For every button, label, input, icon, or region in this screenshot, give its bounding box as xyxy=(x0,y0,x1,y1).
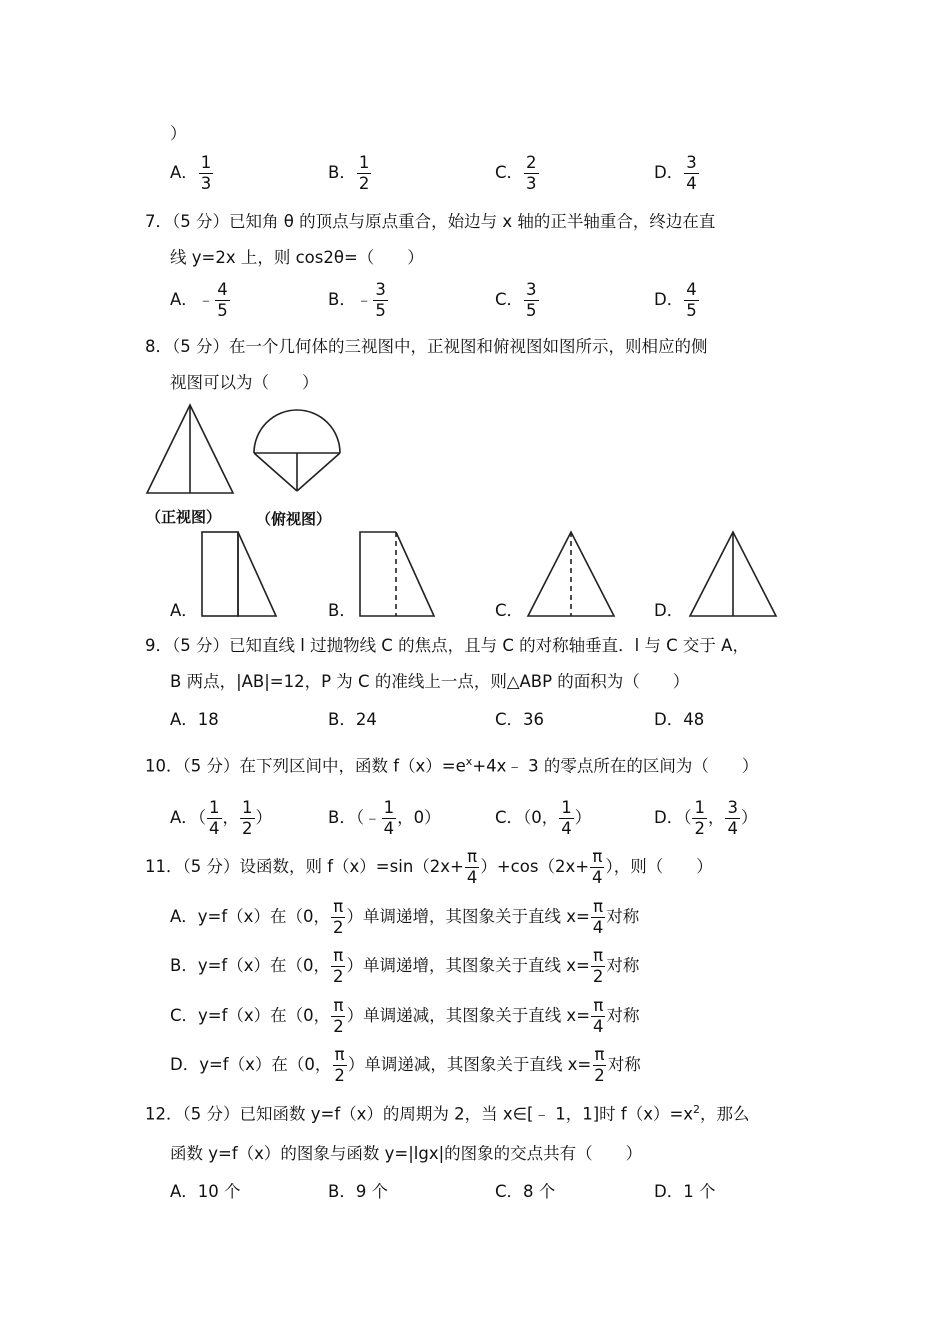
fraction: $\frac{\pi}{4}$ xyxy=(592,847,603,887)
fraction: $\frac{1}{2}$ xyxy=(694,798,705,838)
q11-option-a[interactable]: A．y=f（x）在（0， $\frac{\pi}{2}$ ）单调递增，其图象关于直线 x= $\frac{\pi}{4}$ 对称 xyxy=(170,897,640,937)
q9-option-d[interactable]: D．48 xyxy=(654,710,705,729)
fraction: $\frac{\pi}{2}$ xyxy=(594,1045,605,1085)
q8-figure-a xyxy=(202,532,276,616)
fraction: $\frac{\pi}{2}$ xyxy=(334,1045,345,1085)
q10-stem: 10．（5 分）在下列区间中，函数 $f(x)=e^x+4x﹣$ 3 的零点所在的区间为（ ） xyxy=(145,755,759,776)
fraction: $\frac{4}{5}$ xyxy=(686,280,697,320)
q8-figure-d xyxy=(690,532,776,616)
q12-option-d[interactable]: D．1 个 xyxy=(654,1182,716,1201)
fraction: $\frac{2}{3}$ xyxy=(526,153,537,193)
q9-option-a[interactable]: A．18 xyxy=(170,710,219,729)
fraction: $\frac{\pi}{4}$ xyxy=(592,897,604,937)
fraction: $\frac{\pi}{4}$ xyxy=(593,996,604,1036)
fraction: $\frac{4}{5}$ xyxy=(217,280,228,320)
q7-option-a[interactable]: A．﹣ $\frac{4}{5}$ xyxy=(170,280,228,320)
q8-stem-line1: 8．（5 分）在一个几何体的三视图中，正视图和俯视图如图所示，则相应的侧 xyxy=(145,337,708,356)
q6-option-c[interactable]: C． $\frac{2}{3}$ xyxy=(495,153,537,193)
q8-figure-c xyxy=(528,532,614,616)
q6-option-b[interactable]: B． $\frac{1}{2}$ xyxy=(328,153,370,193)
fraction: $\frac{\pi}{2}$ xyxy=(333,996,344,1036)
q8-stem-line2: 视图可以为（ ） xyxy=(170,373,319,392)
q6-option-d[interactable]: D． $\frac{3}{4}$ xyxy=(654,153,697,193)
front-view-caption: （正视图） xyxy=(146,508,222,526)
fraction: $\frac{1}{4}$ xyxy=(209,798,220,838)
fraction: $\frac{1}{2}$ xyxy=(358,153,370,193)
q11-option-c[interactable]: C．y=f（x）在（0， $\frac{\pi}{2}$ ）单调递减，其图象关于直线 x= $\frac{\pi}{4}$ 对称 xyxy=(170,996,640,1036)
top-view-caption: （俯视图） xyxy=(256,510,332,528)
front-view-figure xyxy=(147,405,233,493)
fraction: $\frac{\pi}{2}$ xyxy=(332,897,344,937)
q9-stem-line2: B 两点，|AB|=12，P 为 C 的准线上一点，则△ABP 的面积为（ ） xyxy=(170,672,690,691)
q11-option-b[interactable]: B．y=f（x）在（0， $\frac{\pi}{2}$ ）单调递增，其图象关于直线 x= $\frac{\pi}{2}$ 对称 xyxy=(170,946,640,986)
q10-option-b[interactable]: B．（﹣ $\frac{1}{4}$ ，0） xyxy=(328,798,441,838)
q8-option-d[interactable]: D． xyxy=(654,601,684,620)
q8-option-a[interactable]: A． xyxy=(170,601,198,620)
fraction: $\frac{3}{5}$ xyxy=(526,280,537,320)
fraction: $\frac{\pi}{2}$ xyxy=(592,946,604,986)
q9-stem-line1: 9．（5 分）已知直线 l 过抛物线 C 的焦点，且与 C 的对称轴垂直．l 与 C 交于 A， xyxy=(145,636,749,655)
q9-option-b[interactable]: B．24 xyxy=(328,710,377,729)
q12-option-a[interactable]: A．10 个 xyxy=(170,1182,241,1201)
q10-option-d[interactable]: D．（ $\frac{1}{2}$ ， $\frac{3}{4}$ ） xyxy=(654,798,758,838)
q11-option-d[interactable]: D．y=f（x）在（0， $\frac{\pi}{2}$ ）单调递减，其图象关于直线 x= $\frac{\pi}{2}$ 对称 xyxy=(170,1045,641,1085)
q9-option-c[interactable]: C．36 xyxy=(495,710,545,729)
q8-figure-b xyxy=(360,532,434,616)
fraction: $\frac{3}{5}$ xyxy=(375,280,386,320)
q8-option-c[interactable]: C． xyxy=(495,601,524,620)
fraction: $\frac{1}{3}$ xyxy=(200,153,212,193)
q8-option-b[interactable]: B． xyxy=(328,601,356,620)
fraction: $\frac{3}{4}$ xyxy=(686,153,697,193)
q6-tail: ） xyxy=(170,124,187,143)
q12-stem-line2: 函数 y=f（x）的图象与函数 y=|lgx|的图象的交点共有（ ） xyxy=(170,1144,643,1163)
q11-stem: 11．（5 分）设函数，则 f（x）=sin（2x+ $\frac{\pi}{4}$ ）+cos（2x+ $\frac{\pi}{4}$ ），则（ ） xyxy=(145,847,713,887)
q7-option-d[interactable]: D． $\frac{4}{5}$ xyxy=(654,280,697,320)
q7-stem-line1: 7．（5 分）已知角 θ 的顶点与原点重合，始边与 x 轴的正半轴重合，终边在直 xyxy=(145,212,716,231)
q12-stem-line1: 12．（5 分）已知函数 y=f（x）的周期为 2，当 x∈[﹣ 1，1]时 $f(x)=x^2$，那么 xyxy=(145,1103,750,1124)
q6-option-a[interactable]: A． $\frac{1}{3}$ xyxy=(170,153,212,193)
q7-option-b[interactable]: B．﹣ $\frac{3}{5}$ xyxy=(328,280,386,320)
q7-option-c[interactable]: C． $\frac{3}{5}$ xyxy=(495,280,537,320)
fraction: $\frac{\pi}{4}$ xyxy=(466,847,478,887)
q12-option-b[interactable]: B．9 个 xyxy=(328,1182,389,1201)
top-view-figure xyxy=(254,410,340,491)
q12-option-c[interactable]: C．8 个 xyxy=(495,1182,556,1201)
fraction: $\frac{1}{4}$ xyxy=(383,798,395,838)
fraction: $\frac{1}{2}$ xyxy=(242,798,253,838)
q7-stem-line2: 线 y=2x 上，则 cos2θ=（ ） xyxy=(170,248,424,267)
q10-option-a[interactable]: A．（ $\frac{1}{4}$ ， $\frac{1}{2}$ ） xyxy=(170,798,273,838)
fraction: $\frac{3}{4}$ xyxy=(727,798,738,838)
fraction: $\frac{\pi}{2}$ xyxy=(332,946,344,986)
fraction: $\frac{1}{4}$ xyxy=(561,798,572,838)
q10-option-c[interactable]: C．（0， $\frac{1}{4}$ ） xyxy=(495,798,592,838)
